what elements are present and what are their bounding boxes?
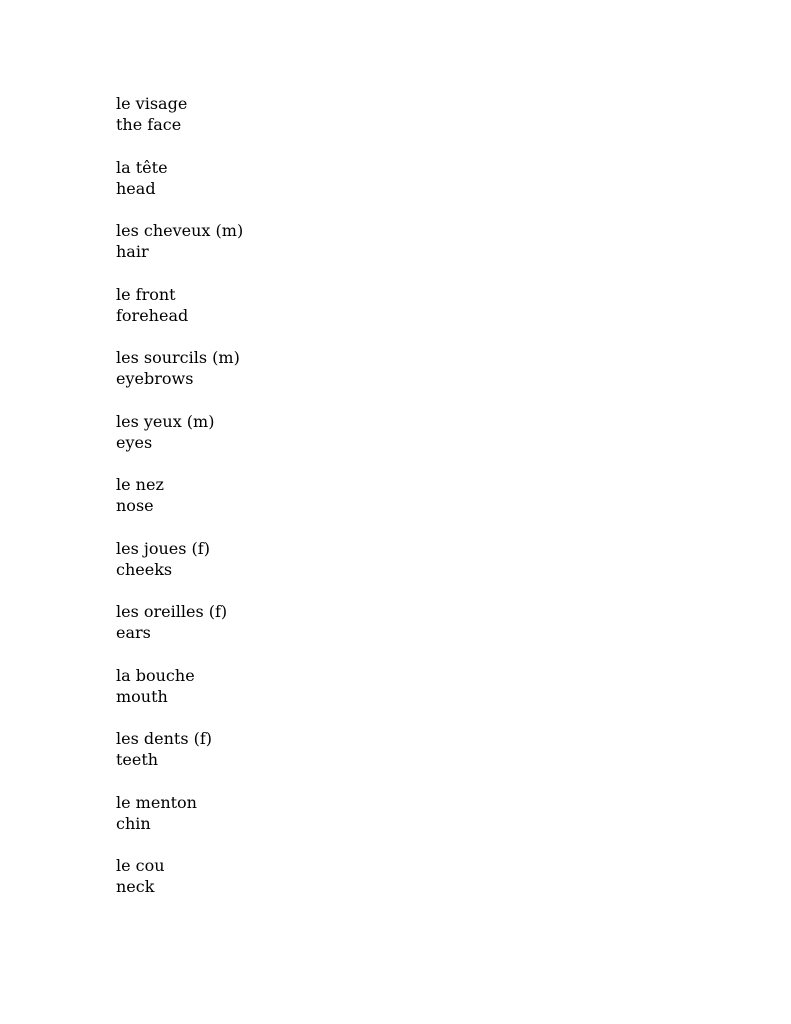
vocab-entry [116,792,243,856]
french-term: le nez [116,475,164,494]
english-translation: mouth [116,686,168,706]
vocabulary-list [116,93,243,919]
french-term: le front [116,284,176,304]
french-term: la bouche [116,665,195,685]
french-term: les sourcils (m) [116,348,240,367]
french-term: les dents (f) [116,729,213,748]
vocab-entry [116,665,243,729]
english-translation: neck [116,877,155,896]
english-translation: nose [116,496,154,515]
english-translation: cheeks [116,559,173,579]
vocab-entry [116,855,243,919]
french-term: le visage [116,94,188,113]
english-translation: eyebrows [116,369,194,388]
english-translation: forehead [116,305,189,325]
french-term: les yeux (m) [116,411,215,431]
english-translation: the face [116,115,182,134]
french-term: les oreilles (f) [116,602,228,621]
french-term: le menton [116,792,197,812]
french-term: les cheveux (m) [116,221,244,240]
vocab-entry [116,220,243,284]
vocab-entry [116,601,243,665]
english-translation: ears [116,623,151,642]
english-translation: eyes [116,432,153,452]
vocab-entry [116,474,243,538]
vocab-entry [116,93,243,157]
vocab-entry [116,411,243,475]
french-term: les joues (f) [116,538,210,558]
english-translation: teeth [116,750,159,769]
vocab-entry [116,284,243,348]
vocab-entry [116,728,243,792]
vocab-entry [116,347,243,411]
english-translation: head [116,178,156,198]
english-translation: chin [116,813,151,833]
french-term: la tête [116,157,168,177]
english-translation: hair [116,242,149,261]
vocab-entry [116,157,243,221]
vocab-entry [116,538,243,602]
french-term: le cou [116,856,165,875]
